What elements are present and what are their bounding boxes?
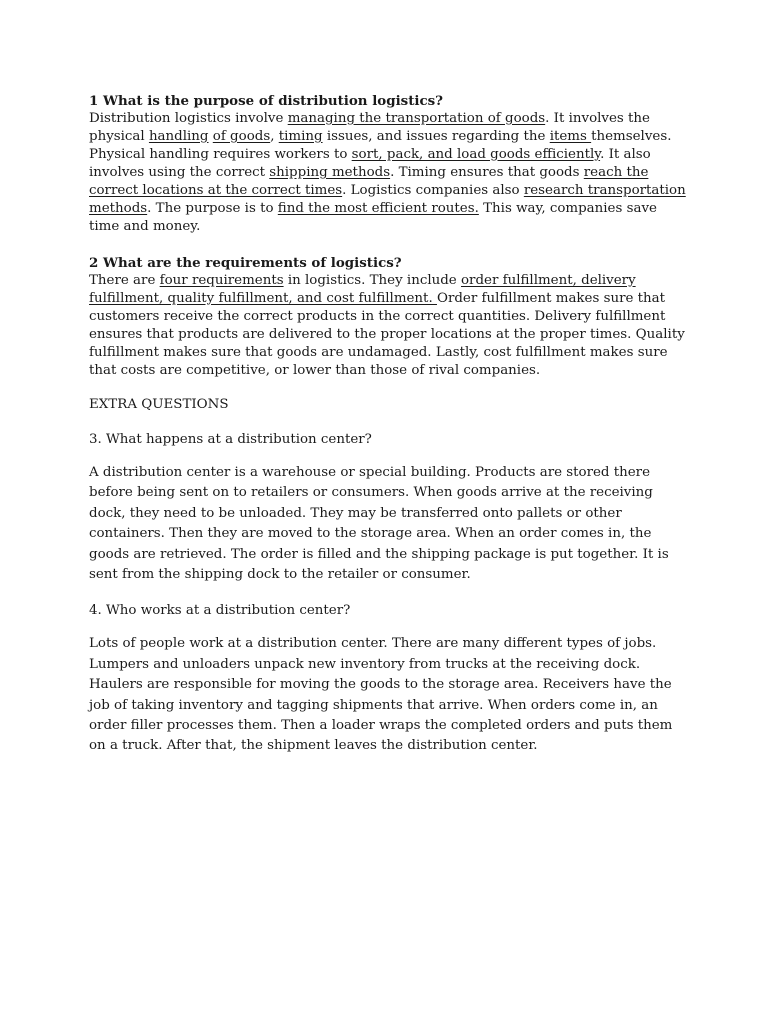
- underlined-phrase: timing: [278, 129, 323, 144]
- text-run: Order fulfillment makes sure that customers receive the correct products in the correct quantities. Delivery fulfillment ensures that products are delivered to the proper locations at the proper times. Quality fulfillment makes sure that goods are undamaged. Lastly, cost fulfillment makes sure that costs are competitive, or lower than those of rival companies.: [89, 291, 685, 378]
- text-run: themselves. Physical handling requires workers to: [89, 129, 672, 162]
- underlined-phrase: of goods: [212, 129, 271, 144]
- question-1-heading: 1 What is the purpose of distribution logistics?: [89, 93, 444, 109]
- text-run: . Timing ensures that goods: [390, 165, 584, 180]
- question-3-answer: A distribution center is a warehouse or special building. Products are stored there before being sent on to retailers or consumers. When goods arrive at the receiving dock, they need to be unloaded. They may be transferred onto pallets or other containers. Then they are moved to the storage area. When an order comes in, the goods are retrieved. The order is filled and the shipping package is put together. It is sent from the shipping dock to the retailer or consumer.: [89, 465, 669, 583]
- question-1-section: [89, 92, 687, 236]
- underlined-phrase: find the most efficient routes.: [277, 201, 479, 216]
- question-4-heading: 4. Who works at a distribution center?: [89, 603, 351, 619]
- question-1-answer: [89, 110, 687, 236]
- question-4-answer: Lots of people work at a distribution center. There are many different types of jobs. Lumpers and unloaders unpack new inventory from trucks at the receiving dock. Haulers are responsible for moving the goods to the storage area. Receivers have the job of taking inventory and tagging shipments that arrive. When orders come in, an order filler processes them. Then a loader wraps the completed orders and puts them on a truck. After that, the shipment leaves the distribution center.: [89, 636, 673, 754]
- underlined-phrase: reach the correct locations at the correct times: [89, 165, 649, 198]
- underlined-phrase: four requirements: [159, 273, 284, 288]
- question-2-heading: 2 What are the requirements of logistics?: [89, 255, 402, 271]
- text-run: in logistics. They include: [283, 273, 461, 288]
- underlined-phrase: research transportation methods: [89, 183, 686, 216]
- document-page: [89, 92, 687, 757]
- text-run: Distribution logistics involve: [89, 111, 288, 126]
- text-run: . It also involves using the correct: [89, 147, 651, 180]
- text-run: . The purpose is to: [147, 201, 278, 216]
- question-3-heading: 3. What happens at a distribution center?: [89, 432, 372, 447]
- text-run: This way, companies save time and money.: [89, 201, 657, 234]
- underlined-phrase: sort, pack, and load goods efficiently: [351, 147, 601, 162]
- question-2-section: [89, 254, 687, 380]
- underlined-phrase: managing the transportation of goods: [287, 111, 546, 126]
- text-run: There are: [89, 273, 160, 288]
- text-run: ,: [270, 129, 279, 144]
- underlined-phrase: handling: [148, 129, 209, 144]
- text-run: . It involves the physical: [89, 111, 650, 144]
- text-run: . Logistics companies also: [342, 183, 524, 198]
- underlined-phrase: shipping methods: [269, 165, 391, 180]
- question-2-answer: [89, 272, 687, 380]
- extra-questions-title: EXTRA QUESTIONS: [89, 397, 229, 412]
- underlined-phrase: items: [549, 129, 592, 144]
- text-run: issues, and issues regarding the: [322, 129, 550, 144]
- underlined-phrase: order fulfillment, delivery fulfillment, quality fulfillment, and cost fulfillment.: [89, 273, 636, 306]
